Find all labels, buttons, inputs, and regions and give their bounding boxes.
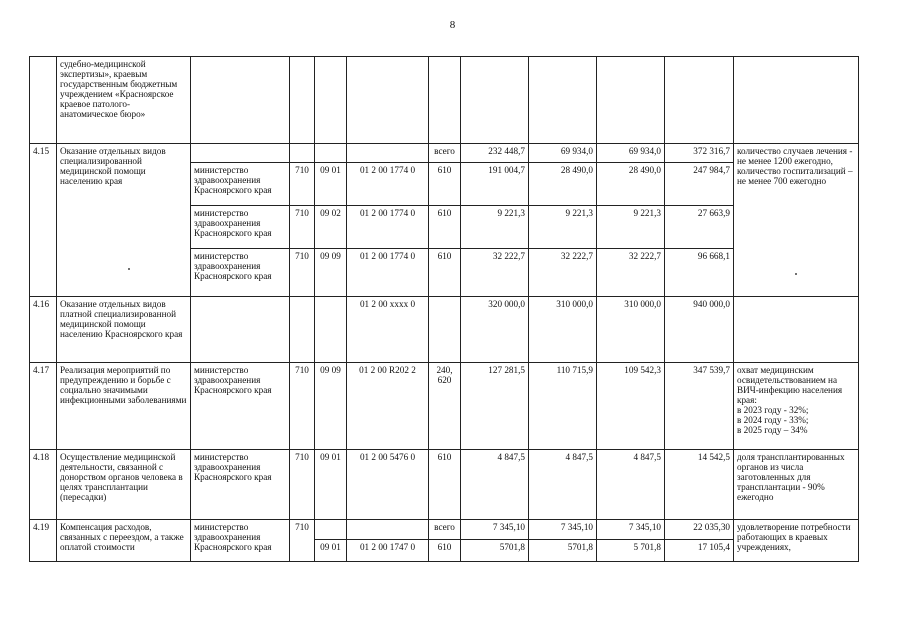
amount-total: 347 539,7: [665, 363, 734, 450]
scan-speck: [795, 273, 797, 275]
empty-cell: [347, 57, 429, 144]
amount-2023: 7 345,10: [461, 520, 529, 540]
activity-name: Осуществление медицинской деятельности, связанной с донорством органов человека в целях трансплантации (пересадки): [57, 450, 191, 520]
amount-2024: 5701,8: [529, 540, 597, 562]
grbs: 710: [290, 450, 315, 520]
amount-2024: 110 715,9: [529, 363, 597, 450]
amount-2024: 69 934,0: [529, 144, 597, 163]
rzpr: 09 09: [315, 363, 347, 450]
amount-2024: 4 847,5: [529, 450, 597, 520]
amount-total: 14 542,5: [665, 450, 734, 520]
amount-2024: 7 345,10: [529, 520, 597, 540]
amount-2024: 310 000,0: [529, 297, 597, 363]
vr: всего: [429, 144, 461, 163]
expected-result: удовлетворение потребности работающих в краевых учреждениях,: [734, 520, 859, 562]
vr: 610: [429, 249, 461, 297]
amount-total: 940 000,0: [665, 297, 734, 363]
ministry: министерство здравоохранения Красноярского края: [191, 249, 290, 297]
vr: 610: [429, 206, 461, 249]
grbs: [290, 144, 315, 163]
amount-2023: 191 004,7: [461, 163, 529, 206]
amount-2023: 5701,8: [461, 540, 529, 562]
ministry: [191, 144, 290, 163]
amount-total: 22 035,30: [665, 520, 734, 540]
csr: 01 2 00 1774 0: [347, 163, 429, 206]
amount-2025: 9 221,3: [597, 206, 665, 249]
table-row: [30, 520, 859, 540]
rzpr: 09 09: [315, 249, 347, 297]
table-row: [30, 144, 859, 163]
empty-cell: [429, 57, 461, 144]
amount-2023: 127 281,5: [461, 363, 529, 450]
grbs: [290, 297, 315, 363]
table-row: [30, 363, 859, 450]
amount-total: 372 316,7: [665, 144, 734, 163]
amount-total: 247 984,7: [665, 163, 734, 206]
amount-2023: 232 448,7: [461, 144, 529, 163]
amount-2023: 320 000,0: [461, 297, 529, 363]
amount-2025: 310 000,0: [597, 297, 665, 363]
csr: 01 2 00 1774 0: [347, 206, 429, 249]
rzpr: [315, 297, 347, 363]
grbs: 710: [290, 163, 315, 206]
rzpr: [315, 144, 347, 163]
activity-name: Реализация мероприятий по предупреждению и борьбе с социально значимыми инфекционными заболеваниями: [57, 363, 191, 450]
csr: 01 2 00 xxxx 0: [347, 297, 429, 363]
amount-2023: 4 847,5: [461, 450, 529, 520]
empty-cell: [665, 57, 734, 144]
table-body: [30, 57, 859, 562]
amount-2025: 4 847,5: [597, 450, 665, 520]
grbs: 710: [290, 249, 315, 297]
table-row: [30, 57, 859, 144]
empty-cell: [529, 57, 597, 144]
amount-2025: 7 345,10: [597, 520, 665, 540]
amount-2024: 32 222,7: [529, 249, 597, 297]
empty-cell: [191, 57, 290, 144]
activity-name: судебно-медицинской экспертизы», краевым государственным бюджетным учреждением «Красноярское краевое патолого-анатомическое бюро»: [57, 57, 191, 144]
amount-2023: 32 222,7: [461, 249, 529, 297]
csr: [347, 520, 429, 540]
row-number: [30, 57, 57, 144]
csr: 01 2 00 1747 0: [347, 540, 429, 562]
empty-cell: [315, 57, 347, 144]
amount-total: 17 105,4: [665, 540, 734, 562]
empty-cell: [290, 57, 315, 144]
activity-name: Оказание отдельных видов специализированной медицинской помощи населению края: [57, 144, 191, 297]
csr: 01 2 00 5476 0: [347, 450, 429, 520]
amount-total: 27 663,9: [665, 206, 734, 249]
empty-cell: [734, 57, 859, 144]
rzpr: 09 01: [315, 163, 347, 206]
amount-2025: 109 542,3: [597, 363, 665, 450]
amount-2023: 9 221,3: [461, 206, 529, 249]
ministry: министерство здравоохранения Красноярского края: [191, 520, 290, 562]
rzpr: 09 01: [315, 450, 347, 520]
csr: [347, 144, 429, 163]
table-row: [30, 450, 859, 520]
vr: 610: [429, 450, 461, 520]
expected-result: доля трансплантированных органов из числа заготовленных для трансплантации - 90% ежегодно: [734, 450, 859, 520]
expected-result: [734, 297, 859, 363]
activity-name: Оказание отдельных видов платной специализированной медицинской помощи населению Красноярского края: [57, 297, 191, 363]
grbs: 710: [290, 206, 315, 249]
amount-2025: 28 490,0: [597, 163, 665, 206]
ministry: министерство здравоохранения Красноярского края: [191, 206, 290, 249]
activity-name: Компенсация расходов, связанных с переездом, а также оплатой стоимости: [57, 520, 191, 562]
vr: [429, 297, 461, 363]
empty-cell: [597, 57, 665, 144]
grbs: 710: [290, 363, 315, 450]
csr: 01 2 00 R202 2: [347, 363, 429, 450]
amount-2024: 28 490,0: [529, 163, 597, 206]
amount-2024: 9 221,3: [529, 206, 597, 249]
empty-cell: [461, 57, 529, 144]
table-row: [30, 297, 859, 363]
rzpr: 09 02: [315, 206, 347, 249]
rzpr: [315, 520, 347, 540]
ministry: министерство здравоохранения Красноярского края: [191, 450, 290, 520]
amount-2025: 5 701,8: [597, 540, 665, 562]
vr: 610: [429, 163, 461, 206]
ministry: [191, 297, 290, 363]
amount-2025: 69 934,0: [597, 144, 665, 163]
row-number: 4.15: [30, 144, 57, 297]
grbs: 710: [290, 520, 315, 562]
ministry: министерство здравоохранения Красноярского края: [191, 363, 290, 450]
expected-result: охват медицинским освидетельствованием на ВИЧ-инфекцию населения края: в 2023 году - 32%; в 2024 году - 33%; в 2025 году – 34%: [734, 363, 859, 450]
row-number: 4.17: [30, 363, 57, 450]
amount-total: 96 668,1: [665, 249, 734, 297]
rzpr: 09 01: [315, 540, 347, 562]
row-number: 4.16: [30, 297, 57, 363]
vr: 240, 620: [429, 363, 461, 450]
row-number: 4.19: [30, 520, 57, 562]
program-table: [29, 56, 859, 562]
ministry: министерство здравоохранения Красноярского края: [191, 163, 290, 206]
vr: всего: [429, 520, 461, 540]
page-number: 8: [449, 19, 456, 31]
amount-2025: 32 222,7: [597, 249, 665, 297]
expected-result: количество случаев лечения - не менее 1200 ежегодно, количество госпитализаций – не менее 700 ежегодно: [734, 144, 859, 297]
csr: 01 2 00 1774 0: [347, 249, 429, 297]
row-number: 4.18: [30, 450, 57, 520]
scan-speck: [128, 268, 130, 270]
vr: 610: [429, 540, 461, 562]
